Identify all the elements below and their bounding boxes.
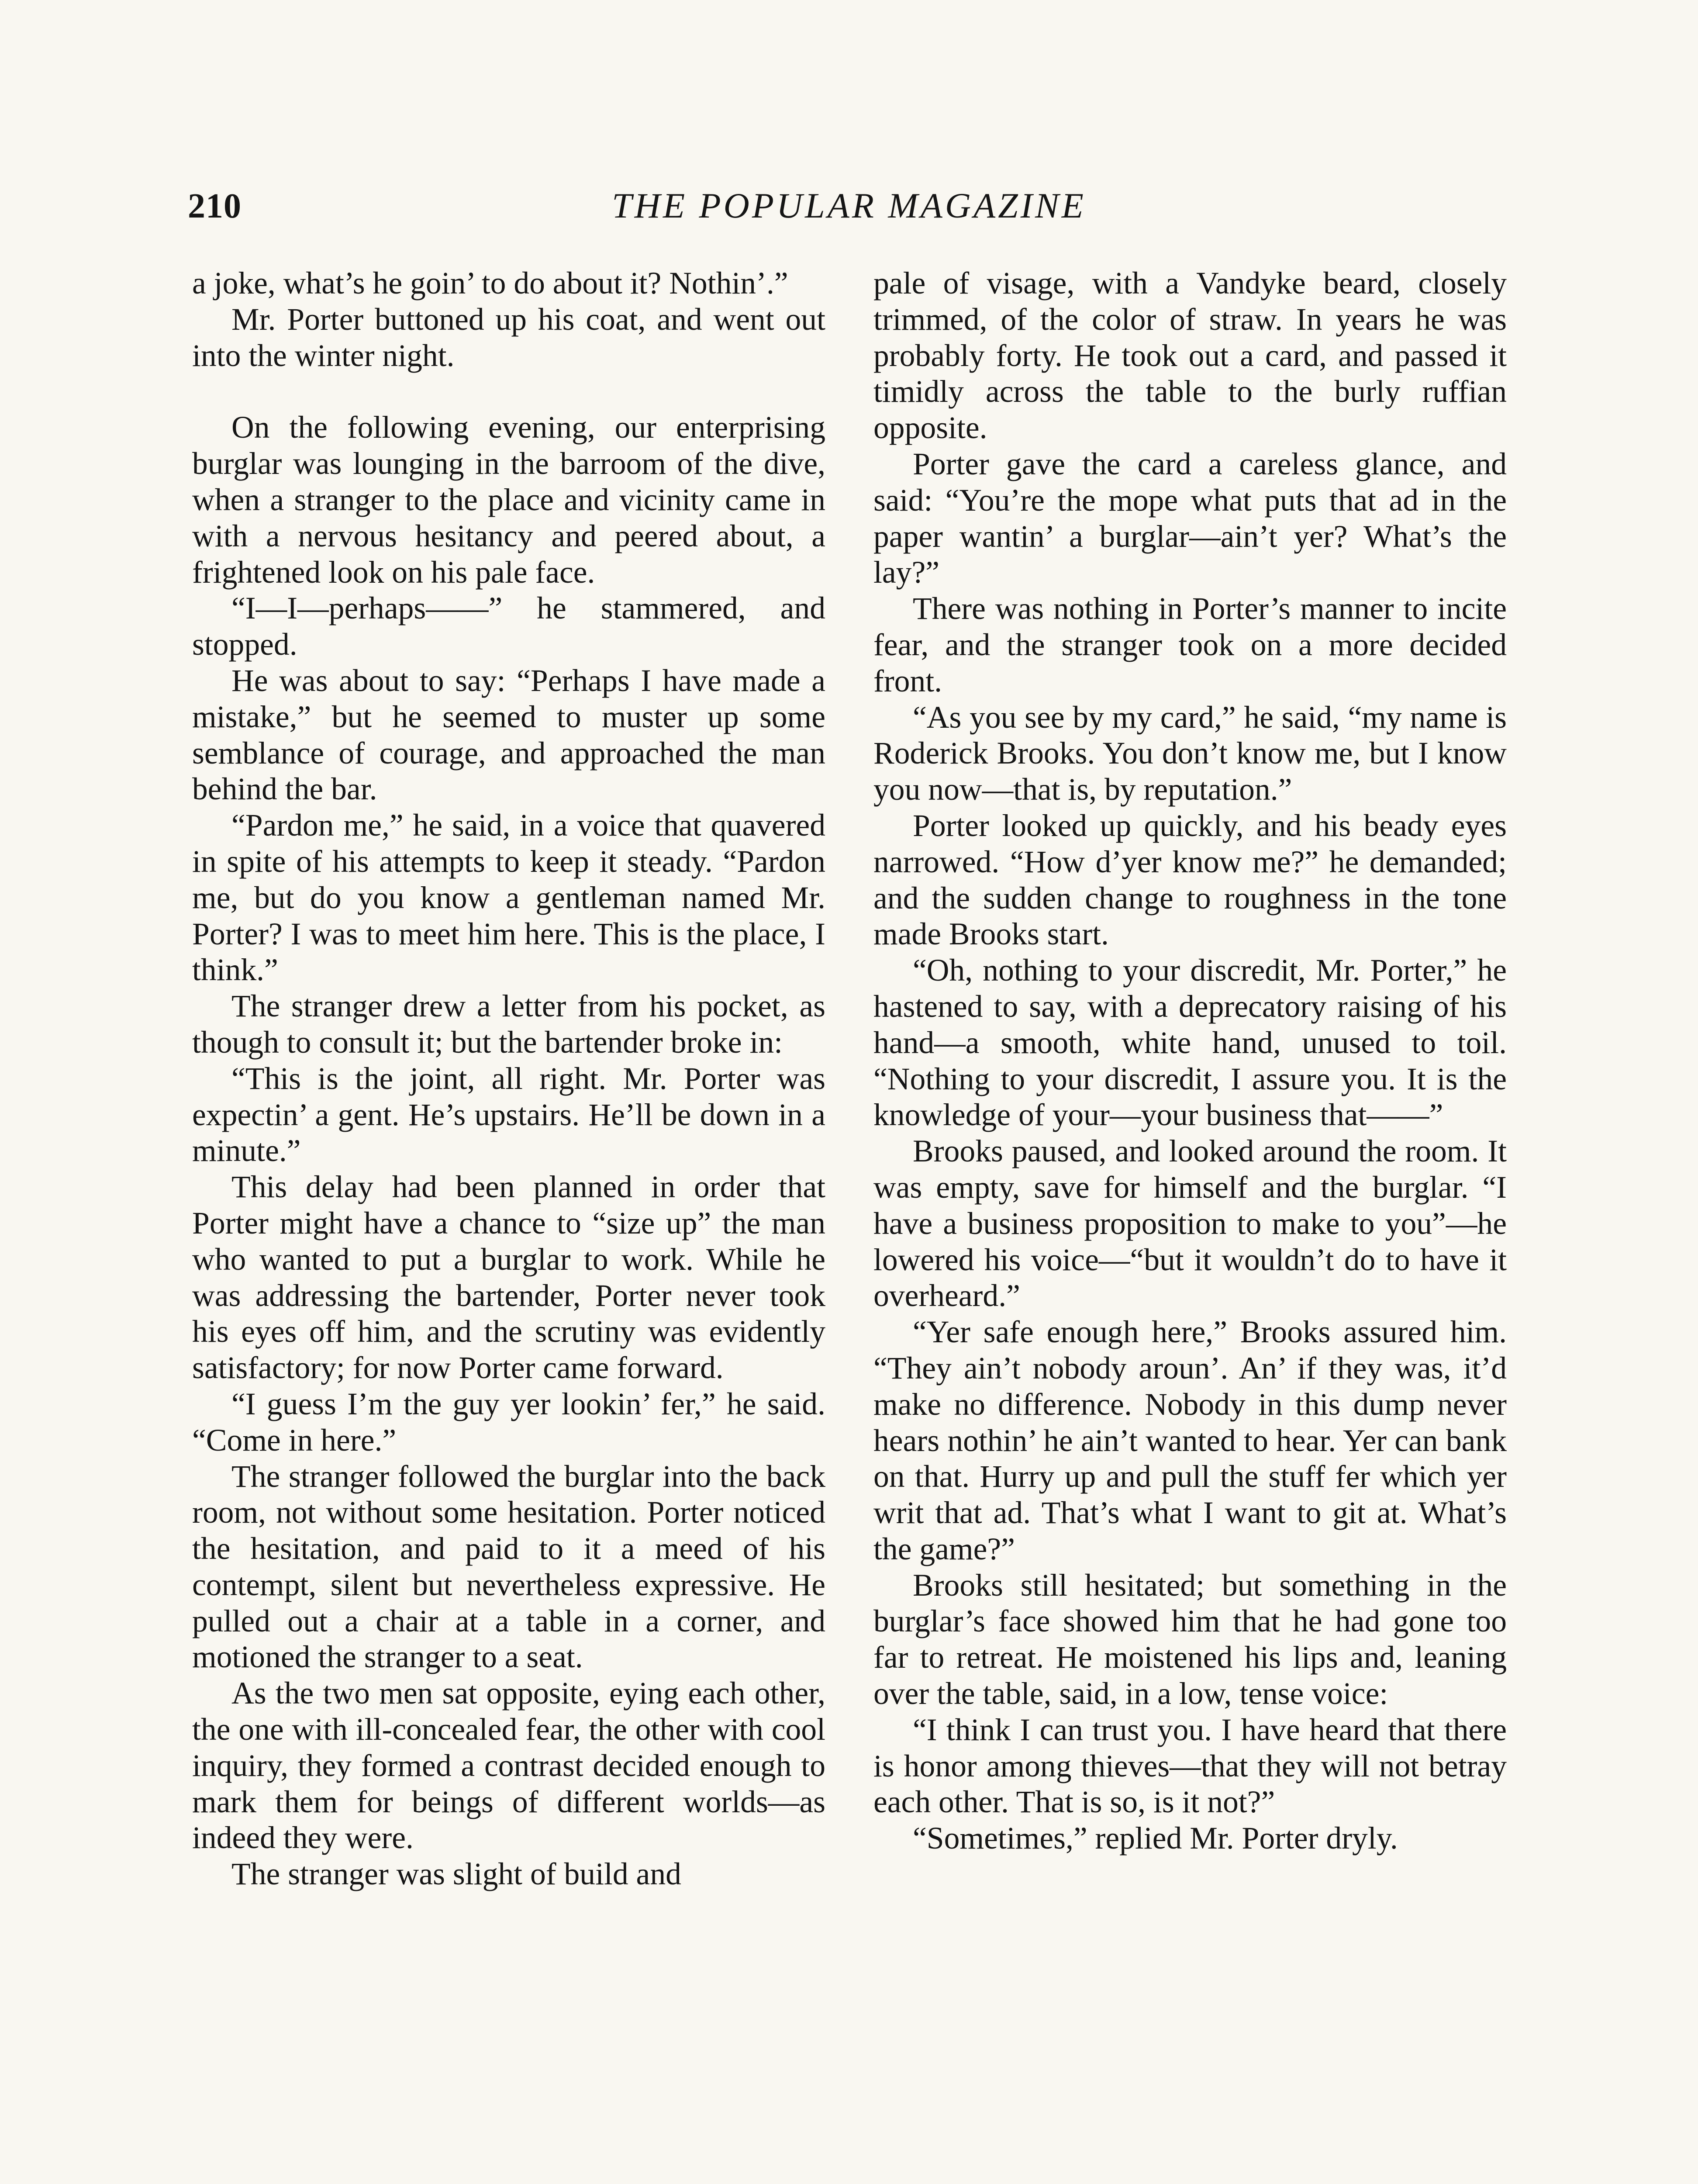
paragraph: Porter looked up quickly, and his beady eyes narrowed. “How d’yer know me?” he demanded; and the sudden change to roughness in the tone made Brooks start. [873, 808, 1507, 952]
paragraph: “Pardon me,” he said, in a voice that quavered in spite of his attempts to keep it steady. “Pardon me, but do you know a gentleman named Mr. Porter? I was to meet him here. This is the place, I think.” [192, 808, 825, 988]
paragraph: “I guess I’m the guy yer lookin’ fer,” he said. “Come in here.” [192, 1386, 825, 1458]
paragraph: This delay had been planned in order that Porter might have a chance to “size up” the man who wanted to put a burglar to work. While he was addressing the bartender, Porter never took his eyes off him, and the scrutiny was evidently satisfactory; for now Porter came forward. [192, 1170, 825, 1386]
left-column [192, 266, 825, 1893]
paragraph: “Oh, nothing to your discredit, Mr. Porter,” he hastened to say, with a deprecatory raising of his hand—a smooth, white hand, unused to toil. “Nothing to your discredit, I assure you. It is the knowledge of your—your business that——” [873, 953, 1507, 1133]
right-column [873, 266, 1507, 1857]
paragraph: The stranger was slight of build and [231, 1857, 681, 1892]
paragraph: a joke, what’s he goin’ to do about it? Nothin’.” [192, 266, 788, 301]
paragraph: pale of visage, with a Vandyke beard, closely trimmed, of the color of straw. In years he was probably forty. He took out a card, and passed it timidly across the table to the burly ruffian opposite. [873, 266, 1507, 446]
paragraph: As the two men sat opposite, eying each other, the one with ill-concealed fear, the other with cool inquiry, they formed a contrast decided enough to mark them for beings of different worlds—as indeed they were. [192, 1676, 825, 1856]
paragraph: “As you see by my card,” he said, “my name is Roderick Brooks. You don’t know me, but I know you now—that is, by reputation.” [873, 700, 1507, 807]
paragraph: On the following evening, our enterprising burglar was lounging in the barroom of the dive, when a stranger to the place and vicinity came in with a nervous hesitancy and peered about, a frightened look on his pale face. [192, 410, 825, 590]
paragraph: “I—I—perhaps——” he stammered, and stopped. [192, 591, 825, 662]
paragraph: Brooks paused, and looked around the room. It was empty, save for himself and the burglar. “I have a business proposition to make to you”—he lowered his voice—“but it wouldn’t do to have it overheard.” [873, 1134, 1507, 1313]
paragraph: The stranger followed the burglar into the back room, not without some hesitation. Porter noticed the hesitation, and paid to it a meed of his contempt, silent but nevertheless expressive. He pulled out a chair at a table in a corner, and motioned the stranger to a seat. [192, 1459, 825, 1675]
paragraph: Porter gave the card a careless glance, and said: “You’re the mope what puts that ad in the paper wantin’ a burglar—ain’t yer? What’s the lay?” [873, 446, 1507, 590]
paragraph: There was nothing in Porter’s manner to incite fear, and the stranger took on a more decided front. [873, 591, 1507, 698]
paragraph: “Yer safe enough here,” Brooks assured him. “They ain’t nobody aroun’. An’ if they was, it’d make no difference. Nobody in this dump never hears nothin’ he ain’t wanted to hear. Yer can bank on that. Hurry up and pull the stuff fer which yer writ that ad. That’s what I want to git at. What’s the game?” [873, 1315, 1507, 1566]
paragraph: “I think I can trust you. I have heard that there is honor among thieves—that they will not betray each other. That is so, is it not?” [873, 1712, 1507, 1820]
paragraph: Mr. Porter buttoned up his coat, and went out into the winter night. [192, 302, 825, 373]
paragraph: Brooks still hesitated; but something in the burglar’s face showed him that he had gone too far to retreat. He moistened his lips and, leaning over the table, said, in a low, tense voice: [873, 1568, 1507, 1711]
paragraph: “This is the joint, all right. Mr. Porter was expectin’ a gent. He’s upstairs. He’ll be down in a minute.” [192, 1061, 825, 1168]
paragraph: “Sometimes,” replied Mr. Porter dryly. [913, 1821, 1398, 1856]
paragraph: He was about to say: “Perhaps I have made a mistake,” but he seemed to muster up some semblance of courage, and approached the man behind the bar. [192, 663, 825, 807]
page-number: 210 [188, 187, 242, 225]
paragraph: The stranger drew a letter from his pocket, as though to consult it; but the bartender broke in: [192, 989, 825, 1060]
running-head: THE POPULAR MAGAZINE [612, 186, 1086, 225]
